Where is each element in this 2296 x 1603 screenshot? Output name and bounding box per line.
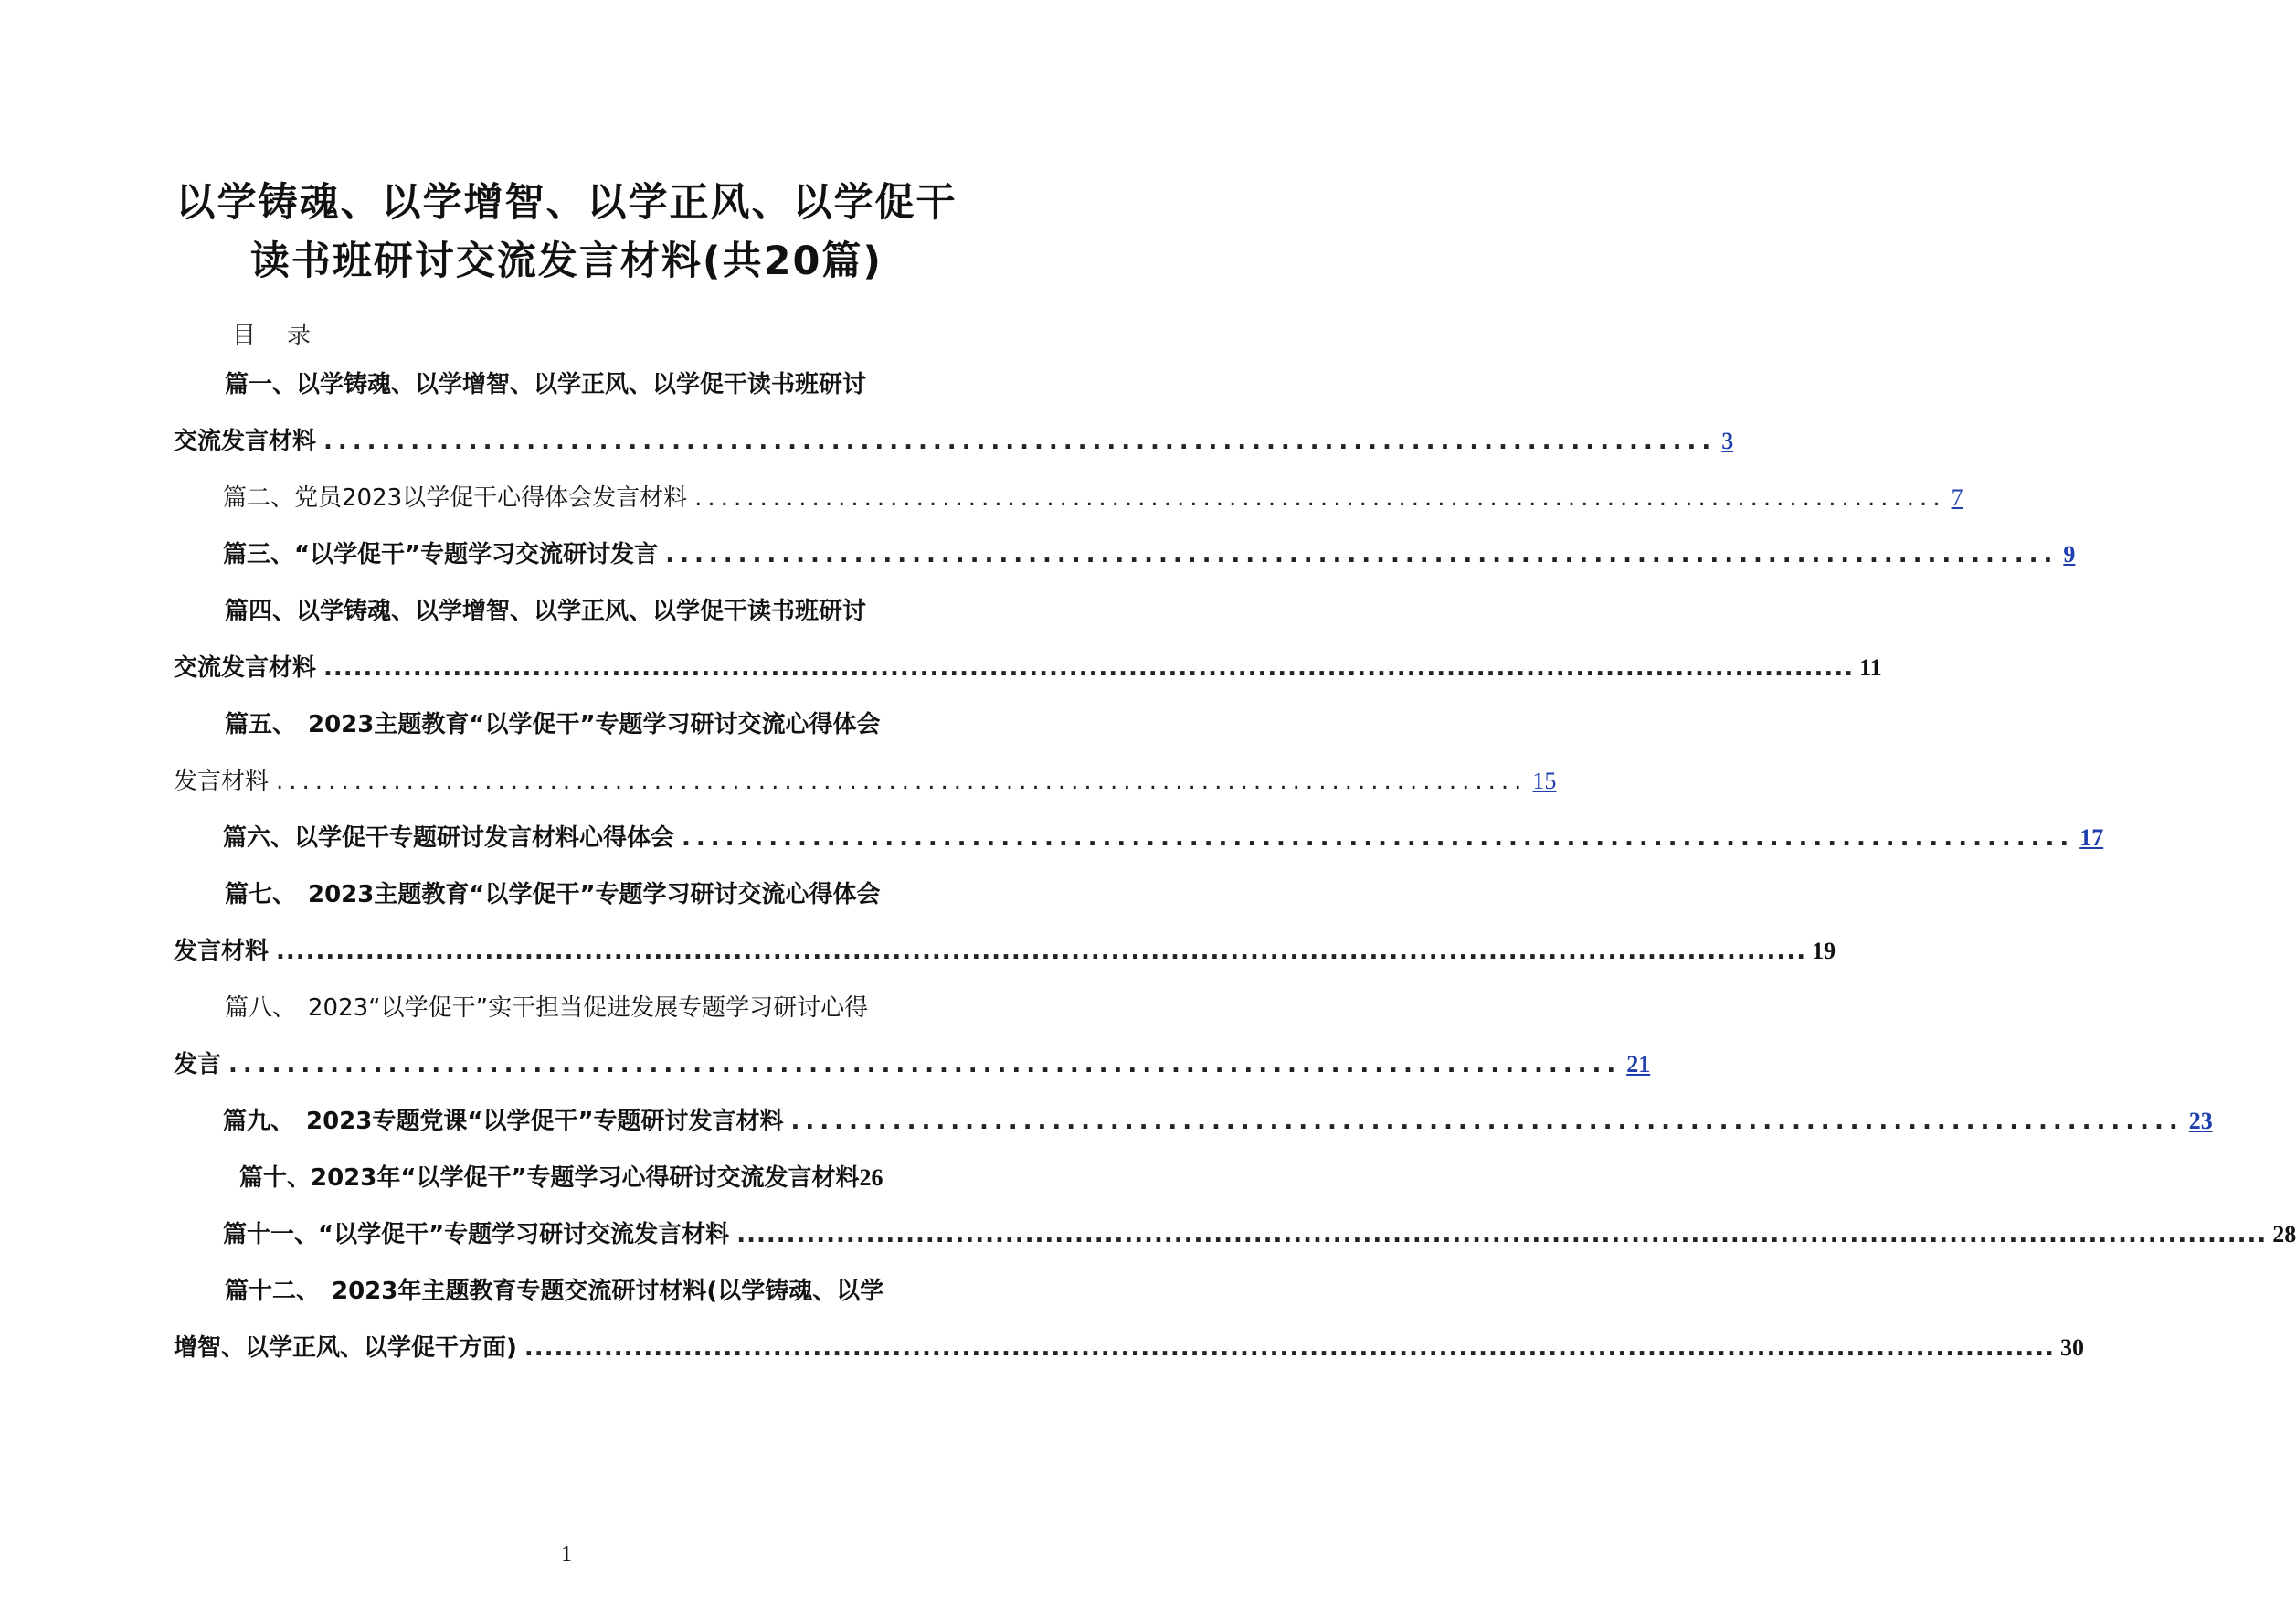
toc-entry-4-title: 篇四、以学铸魂、以学增智、以学正风、以学促干读书班研讨 xyxy=(225,598,867,625)
toc-entry-4-title-cont: 交流发言材料 xyxy=(174,654,317,682)
toc-entry-3-title: 篇三、“以学促干”专题学习交流研讨发言 xyxy=(223,541,659,568)
toc-entry-5-title-cont: 发言材料 xyxy=(174,768,270,795)
dot-leader: ................................................................................................ xyxy=(323,428,1717,455)
toc-entry-2-title: 篇二、党员2023以学促干心得体会发言材料 xyxy=(223,484,688,512)
toc-entry-3[interactable] xyxy=(223,538,2076,571)
toc-heading-char-2: 录 xyxy=(287,322,312,349)
toc-entry-12-line-1[interactable] xyxy=(225,1275,958,1308)
toc-entry-10-title: 篇十、2023年“以学促干”专题学习心得研讨交流发言材料 xyxy=(239,1164,860,1192)
toc-entry-10-page: 26 xyxy=(859,1164,883,1191)
toc-heading-char-1: 目 xyxy=(232,322,257,349)
toc-entry-12-page: 30 xyxy=(2059,1334,2084,1361)
toc-entry-8-page-link[interactable]: 21 xyxy=(1626,1051,1651,1078)
document-title-line-1: 以学铸魂、以学增智、以学正风、以学促干 xyxy=(175,180,958,226)
toc-heading xyxy=(232,316,311,350)
toc-entry-1-line-1[interactable] xyxy=(225,368,958,401)
toc-entry-12-title-cont: 增智、以学正风、以学促干方面) xyxy=(174,1334,517,1362)
toc-entry-4-line-2[interactable] xyxy=(174,652,1882,685)
toc-entry-8-line-2[interactable] xyxy=(174,1048,1651,1081)
toc-entry-7-line-2[interactable] xyxy=(174,935,1836,968)
toc-entry-2[interactable] xyxy=(223,482,1963,515)
toc-entry-9[interactable] xyxy=(223,1105,2213,1138)
toc-entry-1-line-2[interactable] xyxy=(174,425,1734,458)
toc-entry-10[interactable] xyxy=(239,1162,970,1194)
toc-entry-1-title-cont: 交流发言材料 xyxy=(174,428,317,455)
dot-leader: .......................................................................................................................................................... xyxy=(323,654,1855,682)
dot-leader: ................................................................................................ xyxy=(790,1108,2184,1135)
dot-leader: ................................................................................................ xyxy=(694,484,1946,512)
toc-entry-8-title: 篇八、 2023“以学促干”实干担当促进发展专题学习研讨心得 xyxy=(225,994,869,1022)
dot-leader: ................................................................................................ xyxy=(665,541,2058,568)
toc-entry-8-line-1[interactable] xyxy=(225,992,958,1024)
toc-entry-11[interactable] xyxy=(223,1218,2296,1251)
toc-entry-9-title: 篇九、 2023专题党课“以学促干”专题研讨发言材料 xyxy=(223,1108,784,1135)
toc-entry-4-line-1[interactable] xyxy=(225,595,958,628)
toc-entry-7-line-1[interactable] xyxy=(225,878,958,911)
toc-entry-5-line-2[interactable] xyxy=(174,765,1557,798)
toc-entry-1-title: 篇一、以学铸魂、以学增智、以学正风、以学促干读书班研讨 xyxy=(225,371,867,398)
toc-entry-5-title: 篇五、 2023主题教育“以学促干”专题学习研讨交流心得体会 xyxy=(225,711,881,738)
footer-page-number: 1 xyxy=(561,1543,572,1566)
dot-leader: ................................................................................................ xyxy=(682,824,2075,852)
dot-leader: .......................................................................................................................................................... xyxy=(736,1221,2268,1248)
toc-entry-7-page: 19 xyxy=(1812,938,1836,964)
toc-entry-5-line-1[interactable] xyxy=(225,708,958,741)
toc-entry-12-title: 篇十二、 2023年主题教育专题交流研讨材料(以学铸魂、以学 xyxy=(225,1278,884,1305)
dot-leader: .......................................................................................................................................................... xyxy=(276,938,1807,965)
dot-leader: ................................................................................................ xyxy=(276,768,1528,795)
toc-entry-4-page: 11 xyxy=(1859,654,1882,681)
toc-entry-12-line-2[interactable] xyxy=(174,1332,2084,1364)
toc-entry-5-page-link[interactable]: 15 xyxy=(1532,768,1557,794)
toc-entry-6[interactable] xyxy=(223,822,2104,855)
toc-entry-7-title: 篇七、 2023主题教育“以学促干”专题学习研讨交流心得体会 xyxy=(225,881,881,908)
toc-entry-11-title: 篇十一、“以学促干”专题学习研讨交流发言材料 xyxy=(223,1221,730,1248)
toc-entry-9-page-link[interactable]: 23 xyxy=(2188,1108,2213,1134)
dot-leader: .......................................................................................................................................................... xyxy=(524,1334,2055,1362)
toc-entry-7-title-cont: 发言材料 xyxy=(174,938,270,965)
toc-entry-1-page-link[interactable]: 3 xyxy=(1721,428,1734,454)
toc-entry-6-page-link[interactable]: 17 xyxy=(2079,824,2104,851)
toc-entry-6-title: 篇六、以学促干专题研讨发言材料心得体会 xyxy=(223,824,675,852)
dot-leader: ................................................................................................ xyxy=(228,1051,1622,1078)
document-title-line-2: 读书班研讨交流发言材料(共20篇) xyxy=(249,239,883,284)
toc-entry-2-page-link[interactable]: 7 xyxy=(1951,484,1963,511)
toc-entry-8-title-cont: 发言 xyxy=(174,1051,222,1078)
toc-entry-3-page-link[interactable]: 9 xyxy=(2063,541,2076,568)
toc-entry-11-page: 28 xyxy=(2272,1221,2296,1247)
